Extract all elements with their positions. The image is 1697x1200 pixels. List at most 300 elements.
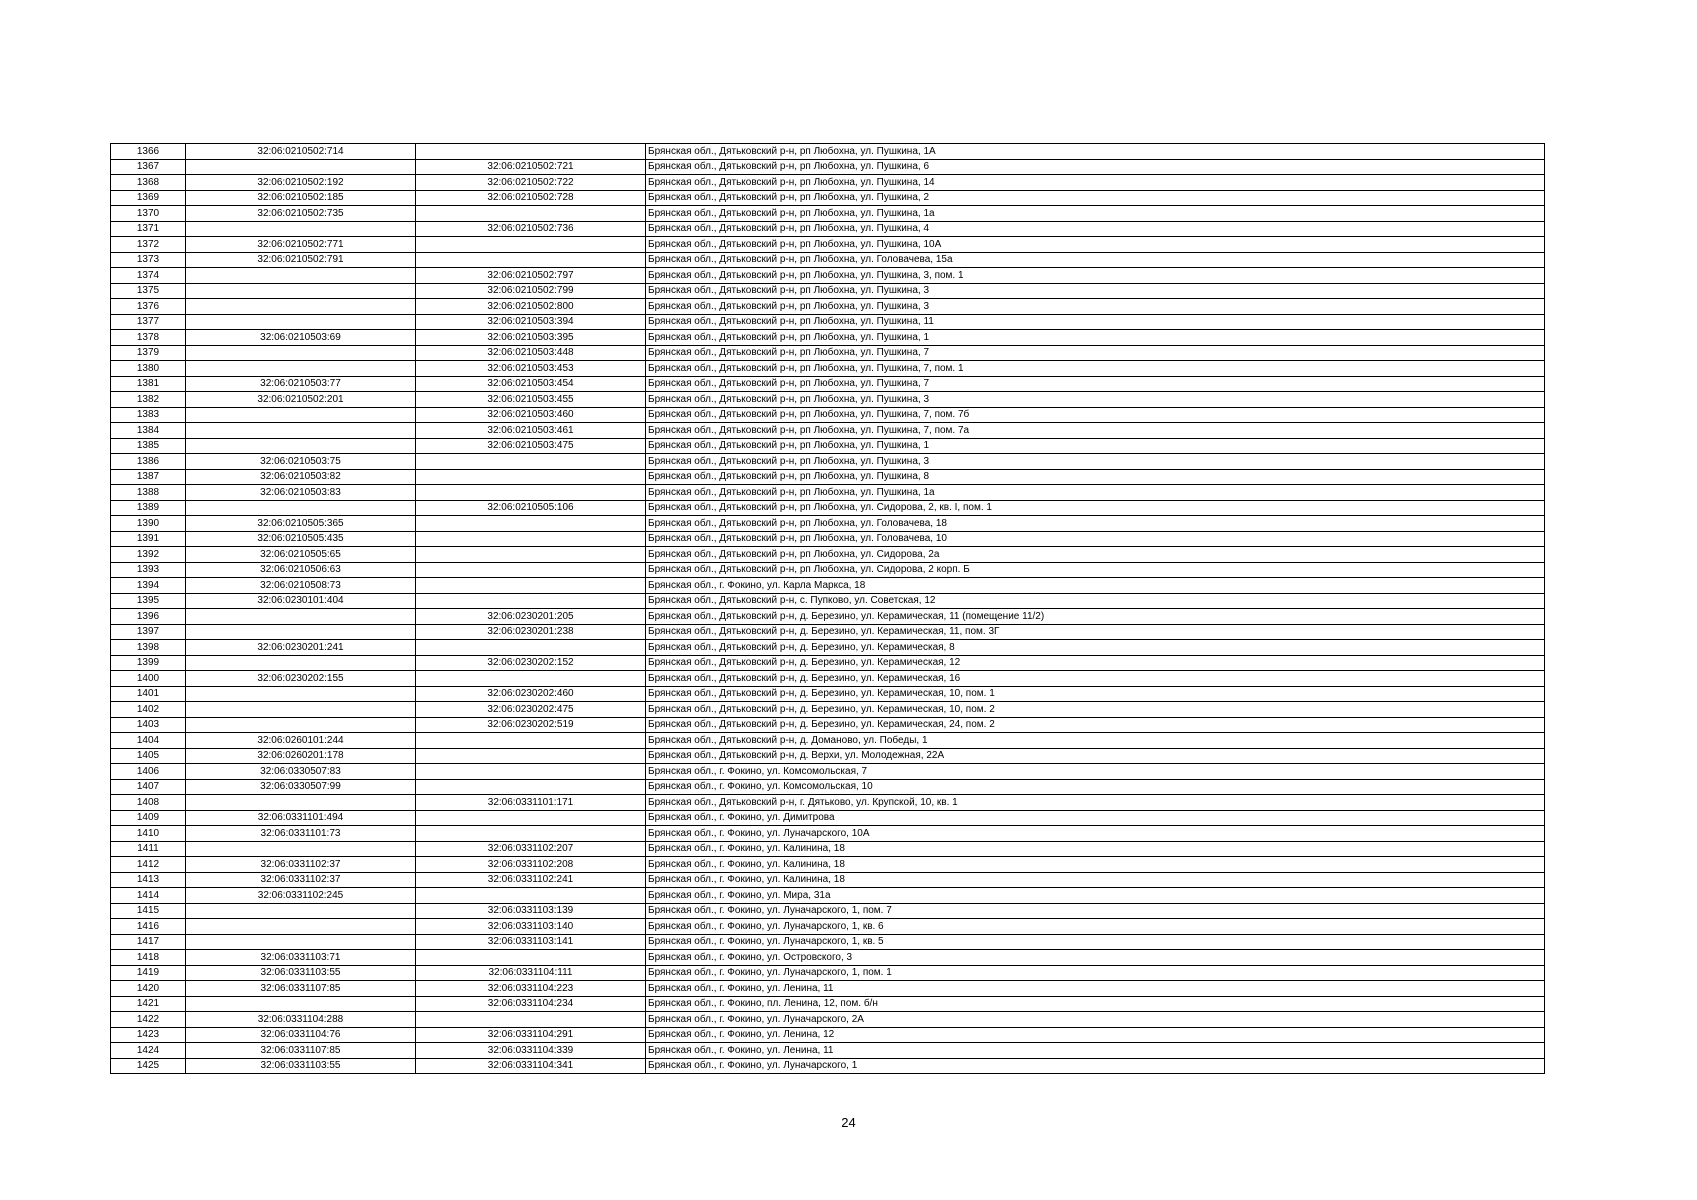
- address-cell: Брянская обл., Дятьковский р-н, д. Березино, ул. Керамическая, 11, пом. 3Г: [646, 624, 1545, 640]
- row-number-cell: 1375: [111, 283, 186, 299]
- cadastral-number-b-cell: 32:06:0210505:106: [416, 500, 646, 516]
- cadastral-number-b-cell: 32:06:0331103:140: [416, 919, 646, 935]
- cadastral-number-b-cell: 32:06:0331103:139: [416, 903, 646, 919]
- row-number-cell: 1394: [111, 578, 186, 594]
- address-cell: Брянская обл., г. Фокино, ул. Калинина, 18: [646, 841, 1545, 857]
- cadastral-number-a-cell: 32:06:0210506:63: [186, 562, 416, 578]
- address-cell: Брянская обл., г. Фокино, ул. Луначарского, 1, пом. 7: [646, 903, 1545, 919]
- cadastral-number-a-cell: 32:06:0331101:494: [186, 810, 416, 826]
- row-number-cell: 1371: [111, 221, 186, 237]
- address-cell: Брянская обл., Дятьковский р-н, д. Верхи, ул. Молодежная, 22А: [646, 748, 1545, 764]
- table-body: [111, 144, 1545, 1074]
- table-row: [111, 888, 1545, 904]
- table-row: [111, 981, 1545, 997]
- table-row: [111, 748, 1545, 764]
- address-cell: Брянская обл., Дятьковский р-н, рп Любохна, ул. Пушкина, 7, пом. 7а: [646, 423, 1545, 439]
- address-cell: Брянская обл., г. Фокино, ул. Калинина, 18: [646, 872, 1545, 888]
- cadastral-number-b-cell: 32:06:0331104:291: [416, 1027, 646, 1043]
- cadastral-number-b-cell: 32:06:0331104:223: [416, 981, 646, 997]
- address-cell: Брянская обл., Дятьковский р-н, рп Любохна, ул. Пушкина, 3, пом. 1: [646, 268, 1545, 284]
- cadastral-number-a-cell: 32:06:0210502:185: [186, 190, 416, 206]
- row-number-cell: 1410: [111, 826, 186, 842]
- address-cell: Брянская обл., Дятьковский р-н, рп Любохна, ул. Пушкина, 10А: [646, 237, 1545, 253]
- address-cell: Брянская обл., Дятьковский р-н, рп Любохна, ул. Пушкина, 1а: [646, 206, 1545, 222]
- table-row: [111, 159, 1545, 175]
- cadastral-number-a-cell: [186, 299, 416, 315]
- table-row: [111, 283, 1545, 299]
- cadastral-number-a-cell: [186, 268, 416, 284]
- cadastral-number-a-cell: 32:06:0210502:771: [186, 237, 416, 253]
- row-number-cell: 1366: [111, 144, 186, 160]
- address-cell: Брянская обл., г. Фокино, ул. Луначарского, 10А: [646, 826, 1545, 842]
- cadastral-number-a-cell: 32:06:0210505:65: [186, 547, 416, 563]
- cadastral-number-b-cell: 32:06:0210503:461: [416, 423, 646, 439]
- row-number-cell: 1407: [111, 779, 186, 795]
- address-cell: Брянская обл., Дятьковский р-н, д. Березино, ул. Керамическая, 8: [646, 640, 1545, 656]
- cadastral-number-b-cell: 32:06:0210503:395: [416, 330, 646, 346]
- table-row: [111, 469, 1545, 485]
- cadastral-number-b-cell: [416, 733, 646, 749]
- table-row: [111, 485, 1545, 501]
- address-cell: Брянская обл., Дятьковский р-н, с. Пупково, ул. Советская, 12: [646, 593, 1545, 609]
- address-cell: Брянская обл., Дятьковский р-н, рп Любохна, ул. Пушкина, 7: [646, 376, 1545, 392]
- address-cell: Брянская обл., г. Фокино, ул. Ленина, 11: [646, 981, 1545, 997]
- row-number-cell: 1377: [111, 314, 186, 330]
- row-number-cell: 1415: [111, 903, 186, 919]
- table-row: [111, 965, 1545, 981]
- cadastral-number-a-cell: [186, 500, 416, 516]
- address-cell: Брянская обл., Дятьковский р-н, д. Березино, ул. Керамическая, 10, пом. 2: [646, 702, 1545, 718]
- table-row: [111, 1027, 1545, 1043]
- row-number-cell: 1406: [111, 764, 186, 780]
- cadastral-number-a-cell: [186, 655, 416, 671]
- cadastral-number-b-cell: 32:06:0331102:207: [416, 841, 646, 857]
- address-cell: Брянская обл., г. Фокино, ул. Ленина, 11: [646, 1043, 1545, 1059]
- row-number-cell: 1380: [111, 361, 186, 377]
- table-row: [111, 903, 1545, 919]
- row-number-cell: 1421: [111, 996, 186, 1012]
- address-cell: Брянская обл., Дятьковский р-н, рп Любохна, ул. Головачева, 10: [646, 531, 1545, 547]
- address-cell: Брянская обл., Дятьковский р-н, рп Любохна, ул. Пушкина, 11: [646, 314, 1545, 330]
- cadastral-number-b-cell: [416, 485, 646, 501]
- row-number-cell: 1412: [111, 857, 186, 873]
- cadastral-number-a-cell: 32:06:0331103:55: [186, 1058, 416, 1074]
- cadastral-number-a-cell: 32:06:0210502:791: [186, 252, 416, 268]
- cadastral-number-a-cell: 32:06:0331104:288: [186, 1012, 416, 1028]
- cadastral-number-b-cell: 32:06:0210503:453: [416, 361, 646, 377]
- table-row: [111, 252, 1545, 268]
- cadastral-number-a-cell: [186, 903, 416, 919]
- cadastral-number-b-cell: [416, 950, 646, 966]
- cadastral-number-b-cell: 32:06:0210502:797: [416, 268, 646, 284]
- table-row: [111, 826, 1545, 842]
- address-cell: Брянская обл., Дятьковский р-н, д. Березино, ул. Керамическая, 16: [646, 671, 1545, 687]
- row-number-cell: 1409: [111, 810, 186, 826]
- table-row: [111, 810, 1545, 826]
- cadastral-number-b-cell: [416, 1012, 646, 1028]
- table-row: [111, 330, 1545, 346]
- cadastral-number-b-cell: [416, 888, 646, 904]
- cadastral-number-a-cell: 32:06:0331107:85: [186, 981, 416, 997]
- cadastral-number-b-cell: 32:06:0210503:460: [416, 407, 646, 423]
- cadastral-number-a-cell: [186, 996, 416, 1012]
- address-cell: Брянская обл., Дятьковский р-н, д. Доманово, ул. Победы, 1: [646, 733, 1545, 749]
- address-cell: Брянская обл., Дятьковский р-н, рп Любохна, ул. Пушкина, 4: [646, 221, 1545, 237]
- table-row: [111, 376, 1545, 392]
- address-cell: Брянская обл., Дятьковский р-н, д. Березино, ул. Керамическая, 11 (помещение 11/2): [646, 609, 1545, 625]
- cadastral-number-b-cell: 32:06:0331104:341: [416, 1058, 646, 1074]
- cadastral-number-b-cell: 32:06:0210502:722: [416, 175, 646, 191]
- cadastral-number-b-cell: 32:06:0230202:152: [416, 655, 646, 671]
- row-number-cell: 1393: [111, 562, 186, 578]
- cadastral-number-a-cell: 32:06:0331107:85: [186, 1043, 416, 1059]
- address-cell: Брянская обл., Дятьковский р-н, рп Любохна, ул. Пушкина, 8: [646, 469, 1545, 485]
- row-number-cell: 1370: [111, 206, 186, 222]
- table-row: [111, 175, 1545, 191]
- table-row: [111, 237, 1545, 253]
- row-number-cell: 1404: [111, 733, 186, 749]
- cadastral-number-b-cell: 32:06:0210503:455: [416, 392, 646, 408]
- address-cell: Брянская обл., Дятьковский р-н, рп Любохна, ул. Пушкина, 2: [646, 190, 1545, 206]
- cadastral-number-b-cell: [416, 454, 646, 470]
- table-row: [111, 392, 1545, 408]
- row-number-cell: 1424: [111, 1043, 186, 1059]
- address-cell: Брянская обл., Дятьковский р-н, рп Любохна, ул. Сидорова, 2, кв. I, пом. 1: [646, 500, 1545, 516]
- cadastral-number-a-cell: [186, 221, 416, 237]
- address-cell: Брянская обл., Дятьковский р-н, рп Любохна, ул. Пушкина, 3: [646, 299, 1545, 315]
- row-number-cell: 1398: [111, 640, 186, 656]
- row-number-cell: 1382: [111, 392, 186, 408]
- row-number-cell: 1399: [111, 655, 186, 671]
- cadastral-number-a-cell: [186, 934, 416, 950]
- cadastral-number-a-cell: [186, 919, 416, 935]
- row-number-cell: 1420: [111, 981, 186, 997]
- cadastral-number-a-cell: 32:06:0210508:73: [186, 578, 416, 594]
- table-row: [111, 345, 1545, 361]
- address-cell: Брянская обл., Дятьковский р-н, рп Любохна, ул. Пушкина, 1А: [646, 144, 1545, 160]
- table-row: [111, 733, 1545, 749]
- table-row: [111, 996, 1545, 1012]
- cadastral-number-a-cell: 32:06:0330507:99: [186, 779, 416, 795]
- row-number-cell: 1397: [111, 624, 186, 640]
- row-number-cell: 1390: [111, 516, 186, 532]
- cadastral-number-a-cell: 32:06:0331104:76: [186, 1027, 416, 1043]
- cadastral-number-b-cell: [416, 779, 646, 795]
- row-number-cell: 1385: [111, 438, 186, 454]
- cadastral-number-a-cell: 32:06:0210502:201: [186, 392, 416, 408]
- cadastral-number-a-cell: 32:06:0210502:714: [186, 144, 416, 160]
- row-number-cell: 1402: [111, 702, 186, 718]
- cadastral-number-a-cell: 32:06:0210503:75: [186, 454, 416, 470]
- cadastral-number-b-cell: 32:06:0230201:238: [416, 624, 646, 640]
- row-number-cell: 1378: [111, 330, 186, 346]
- cadastral-number-b-cell: 32:06:0210503:454: [416, 376, 646, 392]
- cadastral-number-a-cell: 32:06:0210502:735: [186, 206, 416, 222]
- cadastral-number-a-cell: [186, 717, 416, 733]
- cadastral-number-b-cell: [416, 562, 646, 578]
- row-number-cell: 1388: [111, 485, 186, 501]
- cadastral-number-b-cell: 32:06:0331102:241: [416, 872, 646, 888]
- cadastral-number-b-cell: [416, 237, 646, 253]
- address-cell: Брянская обл., Дятьковский р-н, рп Любохна, ул. Пушкина, 7, пом. 7б: [646, 407, 1545, 423]
- address-cell: Брянская обл., г. Фокино, ул. Луначарского, 2А: [646, 1012, 1545, 1028]
- table-row: [111, 407, 1545, 423]
- row-number-cell: 1395: [111, 593, 186, 609]
- cadastral-number-b-cell: 32:06:0210502:728: [416, 190, 646, 206]
- address-cell: Брянская обл., Дятьковский р-н, рп Любохна, ул. Пушкина, 1: [646, 330, 1545, 346]
- table-row: [111, 516, 1545, 532]
- cadastral-number-b-cell: 32:06:0210502:736: [416, 221, 646, 237]
- cadastral-number-b-cell: [416, 764, 646, 780]
- table-row: [111, 640, 1545, 656]
- row-number-cell: 1386: [111, 454, 186, 470]
- table-row: [111, 438, 1545, 454]
- row-number-cell: 1374: [111, 268, 186, 284]
- address-cell: Брянская обл., г. Фокино, ул. Луначарского, 1: [646, 1058, 1545, 1074]
- table-row: [111, 702, 1545, 718]
- table-row: [111, 609, 1545, 625]
- table-row: [111, 299, 1545, 315]
- table-row: [111, 655, 1545, 671]
- cadastral-number-a-cell: [186, 686, 416, 702]
- row-number-cell: 1392: [111, 547, 186, 563]
- row-number-cell: 1425: [111, 1058, 186, 1074]
- address-cell: Брянская обл., Дятьковский р-н, рп Любохна, ул. Пушкина, 6: [646, 159, 1545, 175]
- cadastral-number-a-cell: 32:06:0330507:83: [186, 764, 416, 780]
- row-number-cell: 1369: [111, 190, 186, 206]
- row-number-cell: 1400: [111, 671, 186, 687]
- row-number-cell: 1391: [111, 531, 186, 547]
- cadastral-number-a-cell: 32:06:0331102:37: [186, 857, 416, 873]
- address-cell: Брянская обл., Дятьковский р-н, г. Дятьково, ул. Крупской, 10, кв. 1: [646, 795, 1545, 811]
- table-row: [111, 1012, 1545, 1028]
- cadastral-number-b-cell: [416, 547, 646, 563]
- cadastral-number-a-cell: [186, 314, 416, 330]
- table-row: [111, 779, 1545, 795]
- address-cell: Брянская обл., Дятьковский р-н, рп Любохна, ул. Пушкина, 14: [646, 175, 1545, 191]
- cadastral-number-b-cell: [416, 252, 646, 268]
- address-cell: Брянская обл., г. Фокино, ул. Карла Маркса, 18: [646, 578, 1545, 594]
- cadastral-number-a-cell: [186, 702, 416, 718]
- table-row: [111, 795, 1545, 811]
- table-row: [111, 764, 1545, 780]
- cadastral-number-b-cell: 32:06:0230202:519: [416, 717, 646, 733]
- cadastral-number-b-cell: 32:06:0230202:475: [416, 702, 646, 718]
- cadastral-number-a-cell: 32:06:0260101:244: [186, 733, 416, 749]
- row-number-cell: 1405: [111, 748, 186, 764]
- address-cell: Брянская обл., Дятьковский р-н, рп Любохна, ул. Головачева, 15а: [646, 252, 1545, 268]
- row-number-cell: 1414: [111, 888, 186, 904]
- address-cell: Брянская обл., Дятьковский р-н, рп Любохна, ул. Пушкина, 3: [646, 454, 1545, 470]
- table-row: [111, 314, 1545, 330]
- cadastral-number-b-cell: 32:06:0331104:111: [416, 965, 646, 981]
- cadastral-number-a-cell: 32:06:0210503:82: [186, 469, 416, 485]
- table-row: [111, 562, 1545, 578]
- row-number-cell: 1381: [111, 376, 186, 392]
- cadastral-number-a-cell: [186, 361, 416, 377]
- table-row: [111, 206, 1545, 222]
- table-row: [111, 934, 1545, 950]
- address-cell: Брянская обл., Дятьковский р-н, рп Любохна, ул. Пушкина, 1: [646, 438, 1545, 454]
- table-row: [111, 221, 1545, 237]
- table-row: [111, 950, 1545, 966]
- address-cell: Брянская обл., г. Фокино, ул. Луначарского, 1, пом. 1: [646, 965, 1545, 981]
- cadastral-number-b-cell: 32:06:0331104:339: [416, 1043, 646, 1059]
- row-number-cell: 1408: [111, 795, 186, 811]
- cadastral-number-a-cell: 32:06:0210503:69: [186, 330, 416, 346]
- row-number-cell: 1419: [111, 965, 186, 981]
- row-number-cell: 1396: [111, 609, 186, 625]
- cadastral-number-b-cell: [416, 516, 646, 532]
- address-cell: Брянская обл., Дятьковский р-н, рп Любохна, ул. Сидорова, 2а: [646, 547, 1545, 563]
- row-number-cell: 1376: [111, 299, 186, 315]
- address-cell: Брянская обл., г. Фокино, ул. Калинина, 18: [646, 857, 1545, 873]
- cadastral-number-b-cell: 32:06:0230201:205: [416, 609, 646, 625]
- table-row: [111, 593, 1545, 609]
- cadastral-number-b-cell: [416, 531, 646, 547]
- property-register-table: [110, 143, 1545, 1074]
- cadastral-number-b-cell: 32:06:0210503:448: [416, 345, 646, 361]
- row-number-cell: 1413: [111, 872, 186, 888]
- row-number-cell: 1368: [111, 175, 186, 191]
- cadastral-number-a-cell: 32:06:0210505:435: [186, 531, 416, 547]
- cadastral-number-b-cell: 32:06:0210502:799: [416, 283, 646, 299]
- cadastral-number-b-cell: [416, 640, 646, 656]
- cadastral-number-b-cell: [416, 578, 646, 594]
- row-number-cell: 1401: [111, 686, 186, 702]
- cadastral-number-a-cell: 32:06:0210502:192: [186, 175, 416, 191]
- address-cell: Брянская обл., Дятьковский р-н, д. Березино, ул. Керамическая, 24, пом. 2: [646, 717, 1545, 733]
- address-cell: Брянская обл., Дятьковский р-н, рп Любохна, ул. Пушкина, 7: [646, 345, 1545, 361]
- table-row: [111, 1058, 1545, 1074]
- address-cell: Брянская обл., Дятьковский р-н, рп Любохна, ул. Головачева, 18: [646, 516, 1545, 532]
- table-row: [111, 872, 1545, 888]
- table-row: [111, 717, 1545, 733]
- cadastral-number-a-cell: [186, 624, 416, 640]
- address-cell: Брянская обл., г. Фокино, ул. Димитрова: [646, 810, 1545, 826]
- cadastral-number-a-cell: [186, 407, 416, 423]
- table-row: [111, 361, 1545, 377]
- cadastral-number-b-cell: 32:06:0210502:800: [416, 299, 646, 315]
- cadastral-number-a-cell: 32:06:0230202:155: [186, 671, 416, 687]
- cadastral-number-a-cell: [186, 795, 416, 811]
- address-cell: Брянская обл., Дятьковский р-н, рп Любохна, ул. Пушкина, 3: [646, 392, 1545, 408]
- cadastral-number-a-cell: 32:06:0331102:37: [186, 872, 416, 888]
- table-row: [111, 423, 1545, 439]
- cadastral-number-a-cell: 32:06:0331103:55: [186, 965, 416, 981]
- cadastral-number-a-cell: 32:06:0260201:178: [186, 748, 416, 764]
- table-row: [111, 919, 1545, 935]
- table-row: [111, 268, 1545, 284]
- row-number-cell: 1418: [111, 950, 186, 966]
- table-row: [111, 841, 1545, 857]
- cadastral-number-a-cell: 32:06:0210503:77: [186, 376, 416, 392]
- cadastral-number-b-cell: 32:06:0331104:234: [416, 996, 646, 1012]
- row-number-cell: 1423: [111, 1027, 186, 1043]
- table-row: [111, 454, 1545, 470]
- address-cell: Брянская обл., Дятьковский р-н, рп Любохна, ул. Пушкина, 7, пом. 1: [646, 361, 1545, 377]
- table-row: [111, 500, 1545, 516]
- address-cell: Брянская обл., г. Фокино, ул. Луначарского, 1, кв. 6: [646, 919, 1545, 935]
- cadastral-number-b-cell: [416, 469, 646, 485]
- table-row: [111, 190, 1545, 206]
- cadastral-number-a-cell: 32:06:0230101:404: [186, 593, 416, 609]
- row-number-cell: 1372: [111, 237, 186, 253]
- cadastral-number-b-cell: [416, 206, 646, 222]
- table-row: [111, 578, 1545, 594]
- cadastral-number-b-cell: 32:06:0331102:208: [416, 857, 646, 873]
- table-row: [111, 531, 1545, 547]
- address-cell: Брянская обл., Дятьковский р-н, д. Березино, ул. Керамическая, 10, пом. 1: [646, 686, 1545, 702]
- row-number-cell: 1367: [111, 159, 186, 175]
- cadastral-number-a-cell: [186, 609, 416, 625]
- cadastral-number-a-cell: [186, 283, 416, 299]
- cadastral-number-a-cell: [186, 345, 416, 361]
- cadastral-number-a-cell: 32:06:0210503:83: [186, 485, 416, 501]
- table-row: [111, 144, 1545, 160]
- cadastral-number-b-cell: [416, 671, 646, 687]
- cadastral-number-a-cell: 32:06:0210505:365: [186, 516, 416, 532]
- row-number-cell: 1403: [111, 717, 186, 733]
- row-number-cell: 1379: [111, 345, 186, 361]
- row-number-cell: 1389: [111, 500, 186, 516]
- cadastral-number-b-cell: 32:06:0331103:141: [416, 934, 646, 950]
- table-row: [111, 547, 1545, 563]
- cadastral-number-a-cell: [186, 423, 416, 439]
- cadastral-number-b-cell: [416, 748, 646, 764]
- table-row: [111, 624, 1545, 640]
- address-cell: Брянская обл., Дятьковский р-н, рп Любохна, ул. Пушкина, 1а: [646, 485, 1545, 501]
- address-cell: Брянская обл., г. Фокино, ул. Мира, 31а: [646, 888, 1545, 904]
- row-number-cell: 1387: [111, 469, 186, 485]
- cadastral-number-a-cell: 32:06:0331101:73: [186, 826, 416, 842]
- address-cell: Брянская обл., г. Фокино, пл. Ленина, 12, пом. б/н: [646, 996, 1545, 1012]
- address-cell: Брянская обл., г. Фокино, ул. Луначарского, 1, кв. 5: [646, 934, 1545, 950]
- address-cell: Брянская обл., Дятьковский р-н, рп Любохна, ул. Сидорова, 2 корп. Б: [646, 562, 1545, 578]
- row-number-cell: 1373: [111, 252, 186, 268]
- cadastral-number-b-cell: 32:06:0210502:721: [416, 159, 646, 175]
- table-row: [111, 686, 1545, 702]
- address-cell: Брянская обл., г. Фокино, ул. Комсомольская, 10: [646, 779, 1545, 795]
- cadastral-number-b-cell: [416, 826, 646, 842]
- cadastral-number-a-cell: [186, 841, 416, 857]
- cadastral-number-b-cell: 32:06:0230202:460: [416, 686, 646, 702]
- address-cell: Брянская обл., Дятьковский р-н, д. Березино, ул. Керамическая, 12: [646, 655, 1545, 671]
- cadastral-number-b-cell: [416, 144, 646, 160]
- cadastral-number-b-cell: [416, 593, 646, 609]
- row-number-cell: 1384: [111, 423, 186, 439]
- address-cell: Брянская обл., г. Фокино, ул. Островского, 3: [646, 950, 1545, 966]
- cadastral-number-b-cell: [416, 810, 646, 826]
- row-number-cell: 1411: [111, 841, 186, 857]
- row-number-cell: 1416: [111, 919, 186, 935]
- cadastral-number-b-cell: 32:06:0331101:171: [416, 795, 646, 811]
- row-number-cell: 1422: [111, 1012, 186, 1028]
- address-cell: Брянская обл., г. Фокино, ул. Комсомольская, 7: [646, 764, 1545, 780]
- cadastral-number-a-cell: [186, 159, 416, 175]
- table-row: [111, 1043, 1545, 1059]
- cadastral-number-a-cell: [186, 438, 416, 454]
- cadastral-number-b-cell: 32:06:0210503:475: [416, 438, 646, 454]
- row-number-cell: 1383: [111, 407, 186, 423]
- cadastral-number-b-cell: 32:06:0210503:394: [416, 314, 646, 330]
- cadastral-number-a-cell: 32:06:0230201:241: [186, 640, 416, 656]
- cadastral-number-a-cell: 32:06:0331103:71: [186, 950, 416, 966]
- page-number: 24: [841, 1115, 856, 1130]
- table-row: [111, 857, 1545, 873]
- address-cell: Брянская обл., Дятьковский р-н, рп Любохна, ул. Пушкина, 3: [646, 283, 1545, 299]
- table-row: [111, 671, 1545, 687]
